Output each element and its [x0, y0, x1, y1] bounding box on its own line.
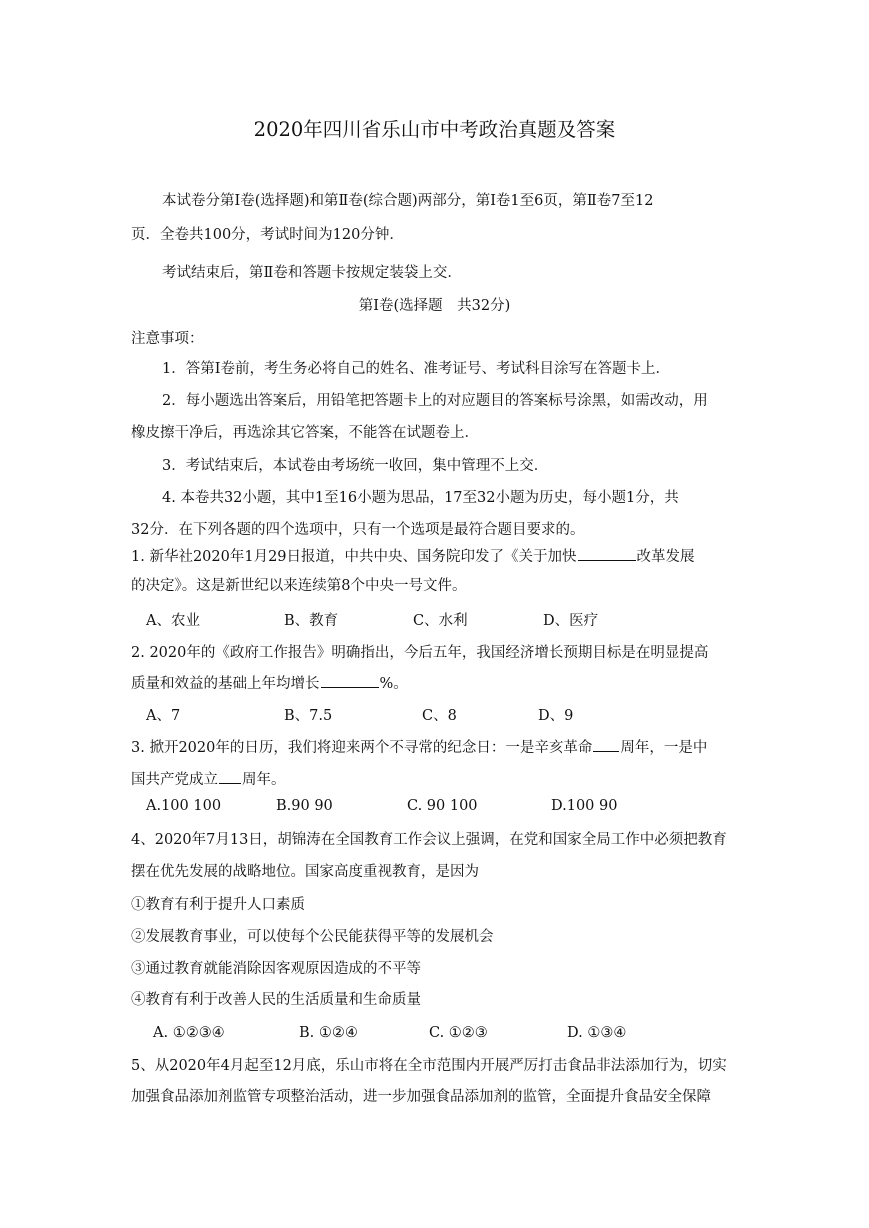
question-4-statement-4: ④教育有利于改善人民的生活质量和生命质量 — [131, 992, 421, 1008]
q2-option-a: A、7 — [146, 708, 181, 724]
question-3-line-2 — [131, 769, 286, 790]
q3-option-c: C. 90 100 — [407, 798, 478, 814]
page-title: 2020年四川省乐山市中考政治真题及答案 — [253, 118, 616, 141]
intro-line-2: 页．全卷共100分，考试时间为120分钟． — [131, 227, 404, 243]
question-5-line-1: 5、从2020年4月起至12月底，乐山市将在全市范围内开展严厉打击食品非法添加行为，切实 — [131, 1058, 727, 1074]
question-3-line-1 — [131, 737, 707, 758]
note-1: 1．答第Ⅰ卷前，考生务必将自己的姓名、准考证号、考试科目涂写在答题卡上． — [162, 361, 670, 377]
note-4-line-2: 32分．在下列各题的四个选项中，只有一个选项是最符合题目要求的。 — [131, 522, 585, 538]
note-4-line-1: 4. 本卷共32小题，其中1至16小题为思品，17至32小题为历史，每小题1分，共 — [162, 490, 679, 506]
q1-option-b: B、教育 — [284, 613, 339, 629]
question-3-text-a: 3. 掀开2020年的日历，我们将迎来两个不寻常的纪念日：一是辛亥革命 — [131, 740, 593, 756]
q2-option-c: C、8 — [422, 708, 457, 724]
q3-option-b: B.90 90 — [276, 798, 333, 814]
answer-blank — [593, 737, 619, 752]
note-3: 3．考试结束后，本试卷由考场统一收回，集中管理不上交． — [162, 458, 549, 474]
question-2-line-1: 2. 2020年的《政府工作报告》明确指出，今后五年，我国经济增长预期目标是在明显提高 — [131, 645, 709, 661]
answer-blank — [219, 769, 241, 784]
question-2-text-b: 质量和效益的基础上年均增长 — [131, 676, 320, 692]
q4-option-a: A. ①②③④ — [153, 1025, 225, 1041]
question-1-line-1 — [131, 546, 695, 567]
notes-heading: 注意事项： — [131, 331, 204, 347]
question-5-line-2: 加强食品添加剂监管专项整治活动，进一步加强食品添加剂的监管，全面提升食品安全保障 — [131, 1089, 711, 1105]
q1-option-d: D、医疗 — [543, 613, 599, 629]
intro-line-1: 本试卷分第Ⅰ卷(选择题)和第Ⅱ卷(综合题)两部分，第Ⅰ卷1至6页，第Ⅱ卷7至12 — [162, 193, 654, 209]
q4-option-b: B. ①②④ — [299, 1025, 358, 1041]
question-1-text-a: 1. 新华社2020年1月29日报道，中共中央、国务院印发了《关于加快 — [131, 549, 577, 565]
question-4-statement-2: ②发展教育事业，可以使每个公民能获得平等的发展机会 — [131, 929, 494, 945]
question-4-statement-1: ①教育有利于提升人口素质 — [131, 897, 305, 913]
question-3-text-b: 周年，一是中 — [620, 740, 708, 756]
question-2-text-c: %。 — [379, 676, 408, 692]
q3-option-a: A.100 100 — [146, 798, 222, 814]
q1-option-c: C、水利 — [413, 613, 468, 629]
q4-option-d: D. ①③④ — [567, 1025, 627, 1041]
question-1-line-2: 的决定》。这是新世纪以来连续第8个中央一号文件。 — [131, 578, 467, 594]
q2-option-d: D、9 — [538, 708, 574, 724]
question-4-statement-3: ③通过教育就能消除因客观原因造成的不平等 — [131, 961, 421, 977]
question-3-text-d: 周年。 — [242, 772, 286, 788]
section-heading: 第Ⅰ卷(选择题 共32分) — [358, 298, 511, 314]
note-2-line-1: 2．每小题选出答案后，用铅笔把答题卡上的对应题目的答案标号涂黑，如需改动，用 — [162, 393, 708, 409]
question-1-text-b: 改革发展 — [636, 549, 695, 565]
answer-blank — [578, 546, 636, 561]
q4-option-c: C. ①②③ — [429, 1025, 488, 1041]
note-2-line-2: 橡皮擦干净后，再选涂其它答案，不能答在试题卷上． — [131, 425, 479, 441]
intro-line-3: 考试结束后，第Ⅱ卷和答题卡按规定装袋上交． — [162, 265, 462, 281]
question-2-line-2 — [131, 673, 408, 694]
question-4-line-1: 4、2020年7月13日，胡锦涛在全国教育工作会议上强调，在党和国家全局工作中必须把教育 — [131, 832, 727, 848]
q2-option-b: B、7.5 — [284, 708, 333, 724]
question-4-line-2: 摆在优先发展的战略地位。国家高度重视教育，是因为 — [131, 864, 479, 880]
question-3-text-c: 国共产党成立 — [131, 772, 218, 788]
answer-blank — [321, 673, 379, 688]
q3-option-d: D.100 90 — [551, 798, 618, 814]
q1-option-a: A、农业 — [146, 613, 200, 629]
